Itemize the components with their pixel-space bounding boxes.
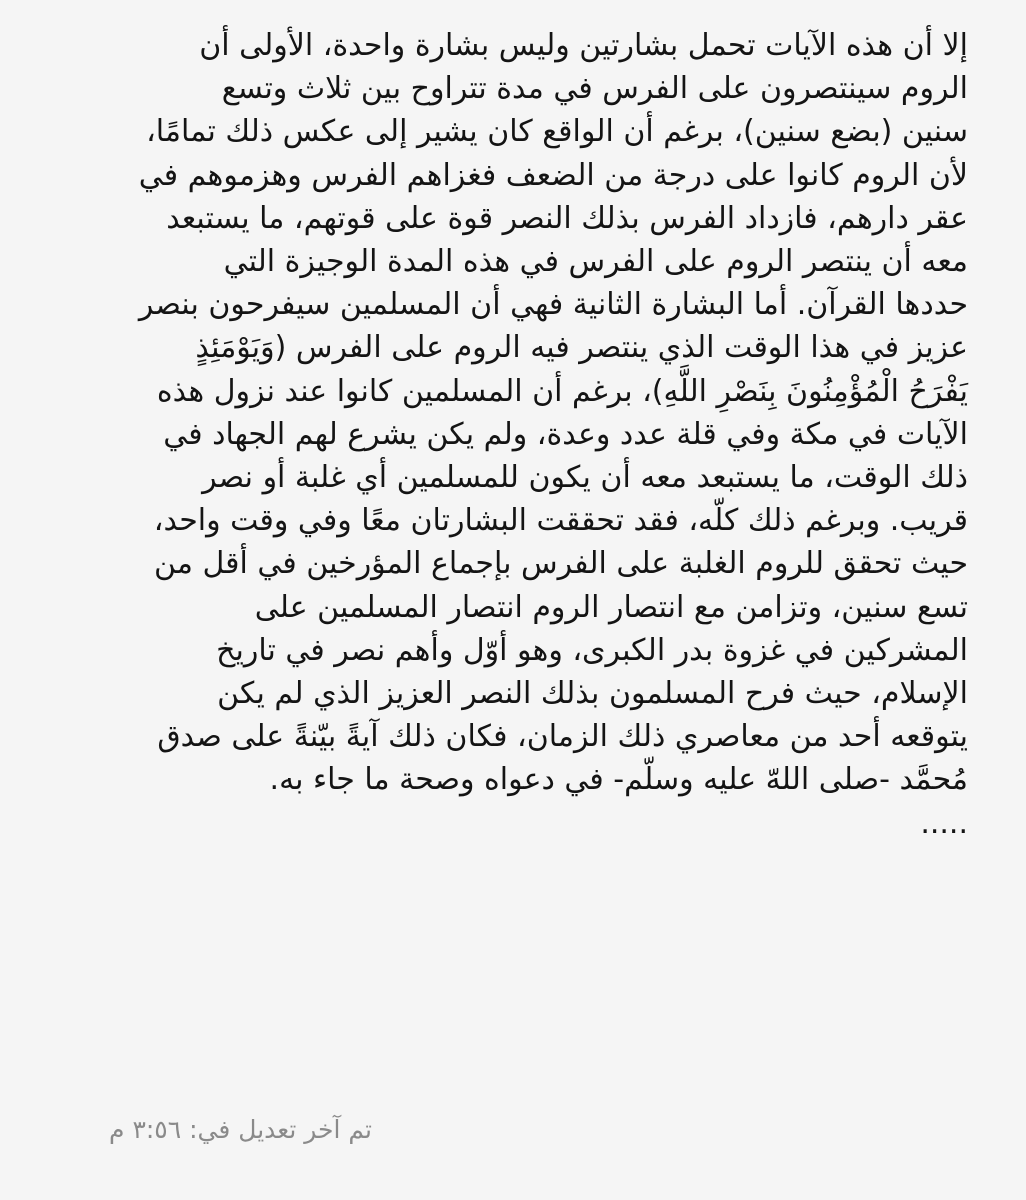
note-line: حيث تحقق للروم الغلبة على الفرس بإجماع المؤرخين في أقل من: [154, 546, 968, 582]
note-line: عقر دارهم، فازداد الفرس بذلك النصر قوة على قوتهم، ما يستبعد: [166, 200, 968, 236]
note-line: الإسلام، حيث فرح المسلمون بذلك النصر العزيز الذي لم يكن: [217, 676, 968, 712]
note-line: حددها القرآن. أما البشارة الثانية فهي أن المسلمين سيفرحون بنصر: [138, 287, 968, 323]
note-line: المشركين في غزوة بدر الكبرى، وهو أوّل وأهم نصر في تاريخ: [216, 632, 968, 668]
note-line: سنين (بضع سنين)، برغم أن الواقع كان يشير إلى عكس ذلك تمامًا،: [146, 114, 968, 150]
note-line: إلا أن هذه الآيات تحمل بشارتين وليس بشارة واحدة، الأولى أن: [199, 28, 968, 63]
note-line: معه أن ينتصر الروم على الفرس في هذه المدة الوجيزة التي: [223, 244, 968, 280]
note-line: تسع سنين، وتزامن مع انتصار الروم انتصار المسلمين على: [254, 589, 968, 625]
note-line: .....: [920, 805, 968, 841]
note-line: الآيات في مكة وفي قلة عدد وعدة، ولم يكن يشرع لهم الجهاد في: [163, 416, 968, 452]
note-line: لأن الروم كانوا على درجة من الضعف فغزاهم الفرس وهزموهم في: [138, 157, 968, 193]
note-line: قريب. وبرغم ذلك كلّه، فقد تحققت البشارتان معًا وفي وقت واحد،: [153, 503, 968, 539]
note-line: يَفْرَحُ الْمُؤْمِنُونَ بِنَصْرِ اللَّهِ)، برغم أن المسلمين كانوا عند نزول هذه: [156, 373, 968, 409]
note-line: يتوقعه أحد من معاصري ذلك الزمان، فكان ذلك آيةً بيّنةً على صدق: [157, 719, 968, 755]
note-line: ذلك الوقت، ما يستبعد معه أن يكون للمسلمين أي غلبة أو نصر: [202, 460, 968, 496]
last-edited-timestamp: تم آخر تعديل في: ٣:٥٦ م: [109, 1115, 372, 1144]
note-line: الروم سينتصرون على الفرس في مدة تتراوح بين ثلاث وتسع: [221, 71, 968, 107]
note-body-text[interactable]: [48, 24, 968, 845]
note-line: مُحمَّد -صلى اللهّ عليه وسلّم- في دعواه وصحة ما جاء به.: [269, 762, 968, 798]
note-line: عزيز في هذا الوقت الذي ينتصر فيه الروم على الفرس (وَيَوْمَئِذٍ: [195, 330, 968, 366]
